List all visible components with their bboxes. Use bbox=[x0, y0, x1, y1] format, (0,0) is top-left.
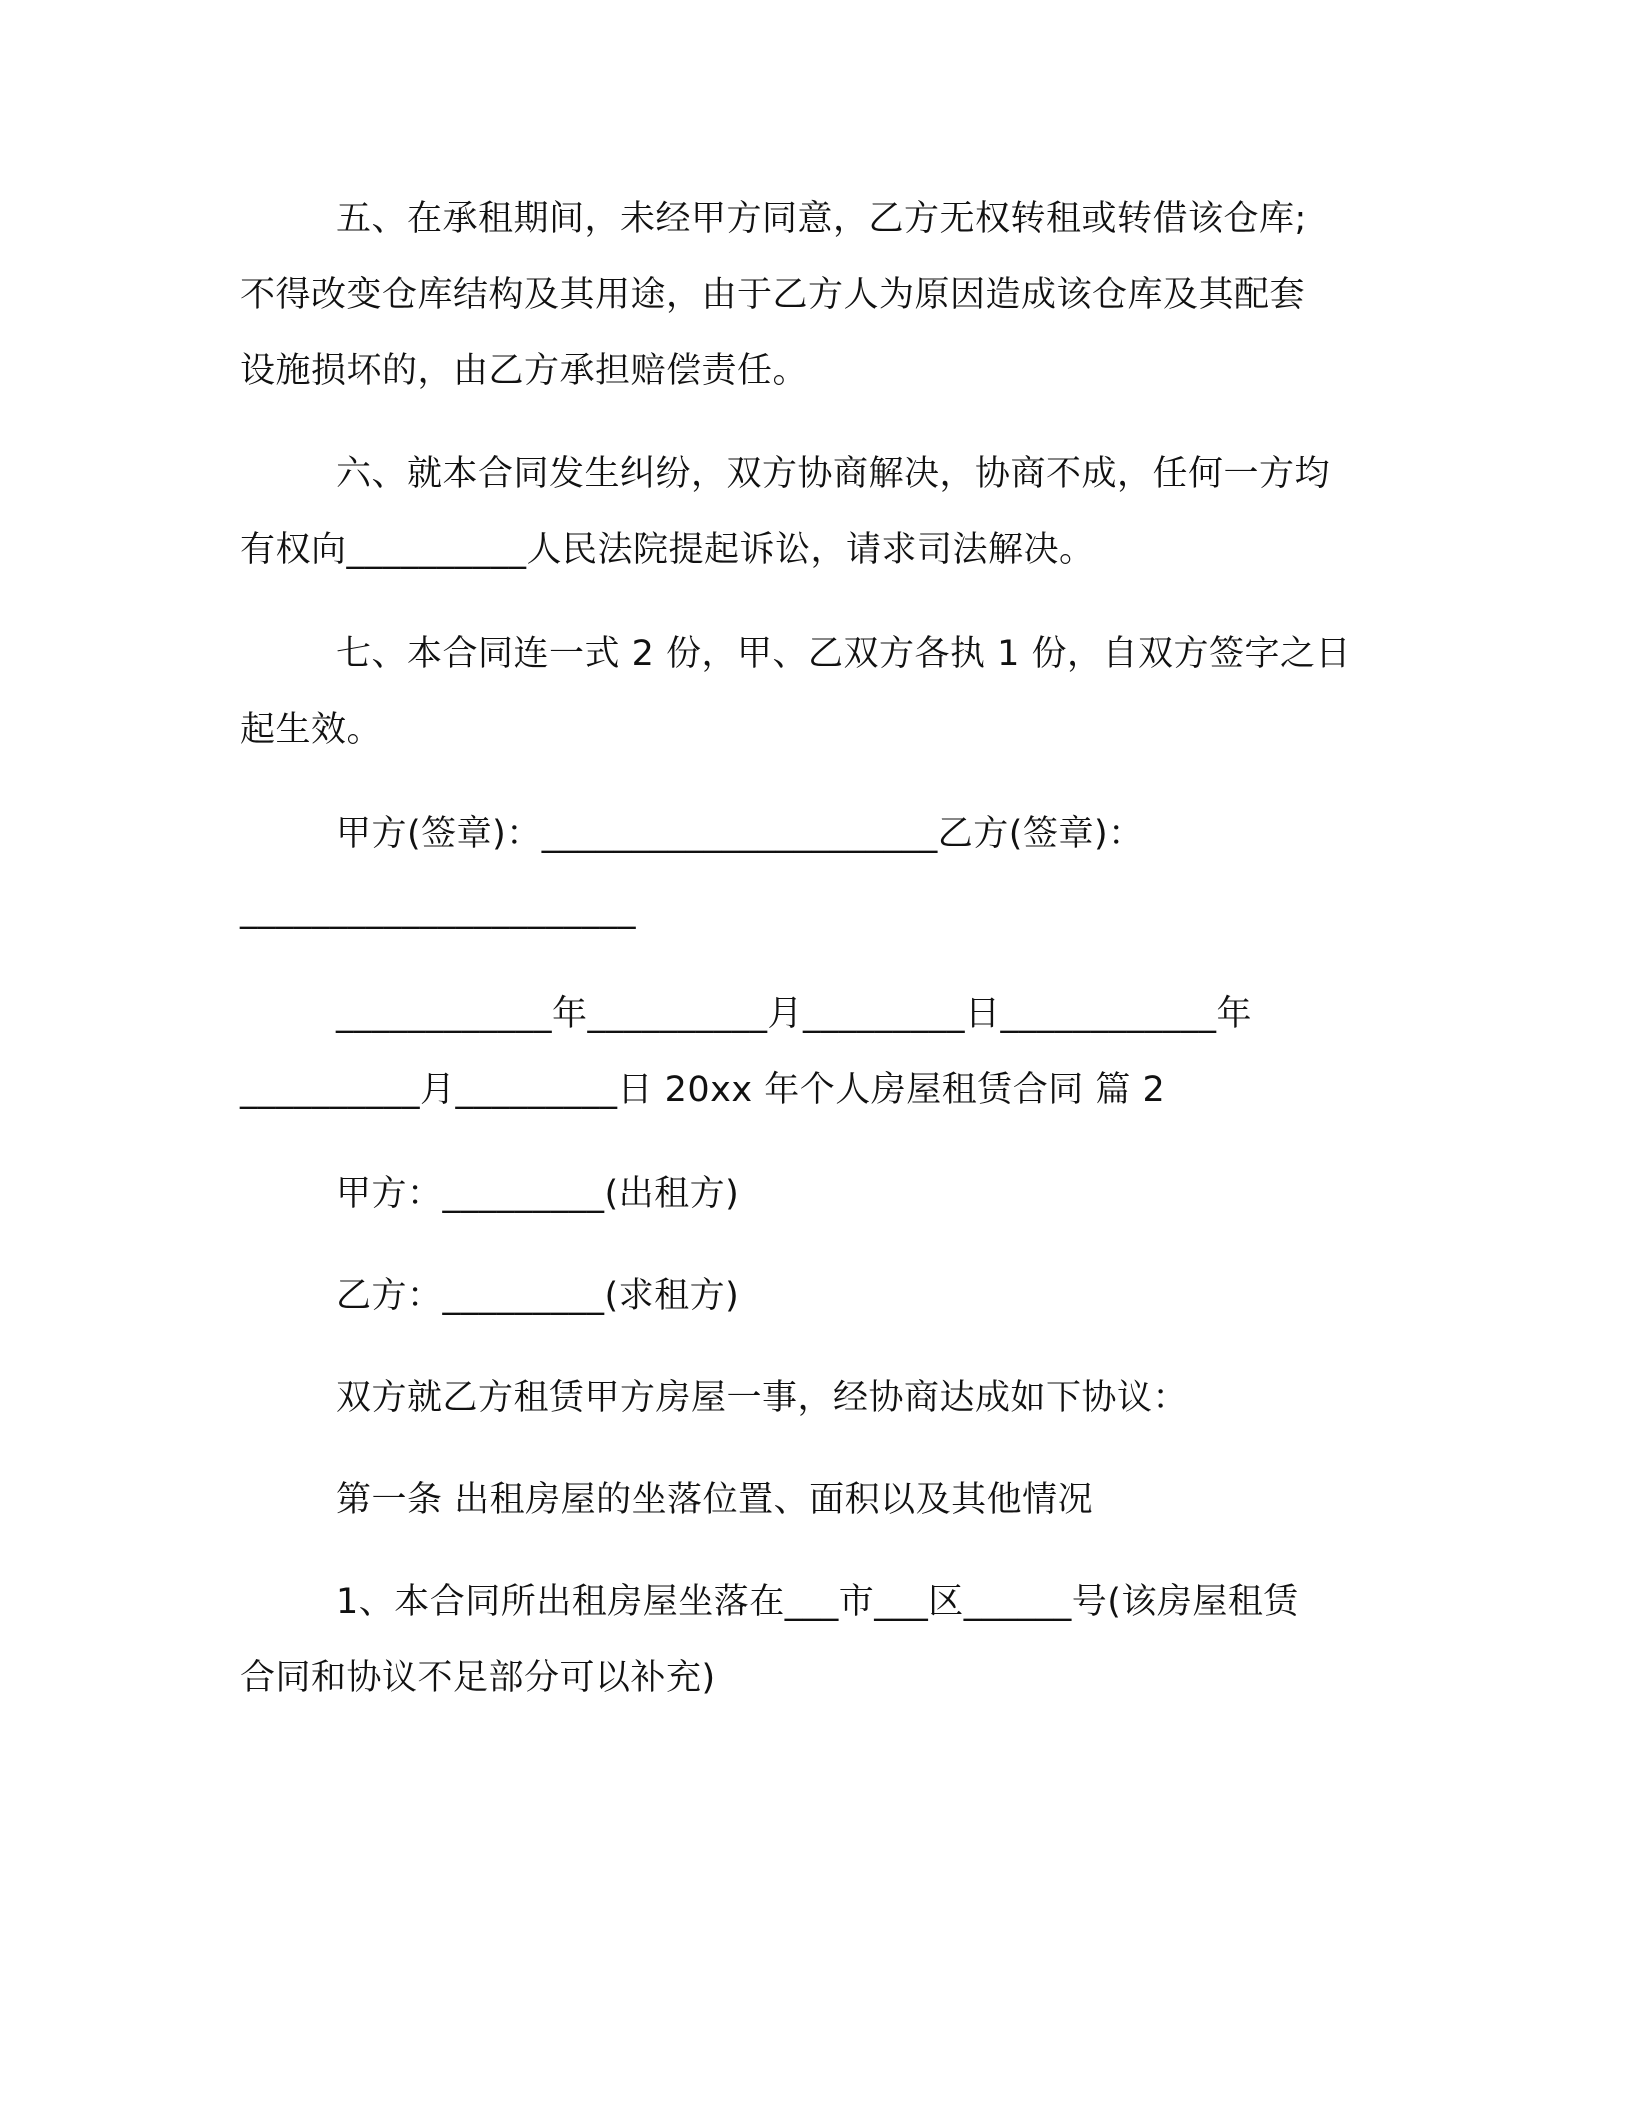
date-line-2: __________月_________日 20xx 年个人房屋租赁合同 篇 2 bbox=[240, 1070, 1166, 1110]
clause-7-line-1: 七、本合同连一式 2 份，甲、乙双方各执 1 份，自双方签字之日 bbox=[336, 634, 1352, 674]
signature-line-2: ______________________ bbox=[240, 890, 636, 930]
clause-6-line-2: 有权向__________人民法院提起诉讼，请求司法解决。 bbox=[240, 530, 1095, 570]
article-1-title: 第一条 出租房屋的坐落位置、面积以及其他情况 bbox=[336, 1480, 1094, 1520]
clause-6-line-1: 六、就本合同发生纠纷，双方协商解决，协商不成，任何一方均 bbox=[336, 454, 1331, 494]
item-1-line-2: 合同和协议不足部分可以补充) bbox=[240, 1658, 716, 1698]
date-line-1: ____________年__________月_________日____________年 bbox=[336, 994, 1253, 1034]
clause-5-line-2: 不得改变仓库结构及其用途，由于乙方人为原因造成该仓库及其配套 bbox=[240, 275, 1306, 315]
clause-5-line-1: 五、在承租期间，未经甲方同意，乙方无权转租或转借该仓库; bbox=[336, 199, 1307, 239]
clause-5-line-3: 设施损坏的，由乙方承担赔偿责任。 bbox=[240, 351, 809, 391]
clause-7-line-2: 起生效。 bbox=[240, 710, 383, 750]
party-b-line: 乙方：_________(求租方) bbox=[336, 1276, 740, 1316]
agreement-intro: 双方就乙方租赁甲方房屋一事，经协商达成如下协议： bbox=[336, 1378, 1189, 1418]
item-1-line-1: 1、本合同所出租房屋坐落在___市___区______号(该房屋租赁 bbox=[336, 1582, 1299, 1622]
party-a-line: 甲方：_________(出租方) bbox=[336, 1174, 740, 1214]
signature-line-1: 甲方(签章)：______________________乙方(签章)： bbox=[336, 814, 1144, 854]
